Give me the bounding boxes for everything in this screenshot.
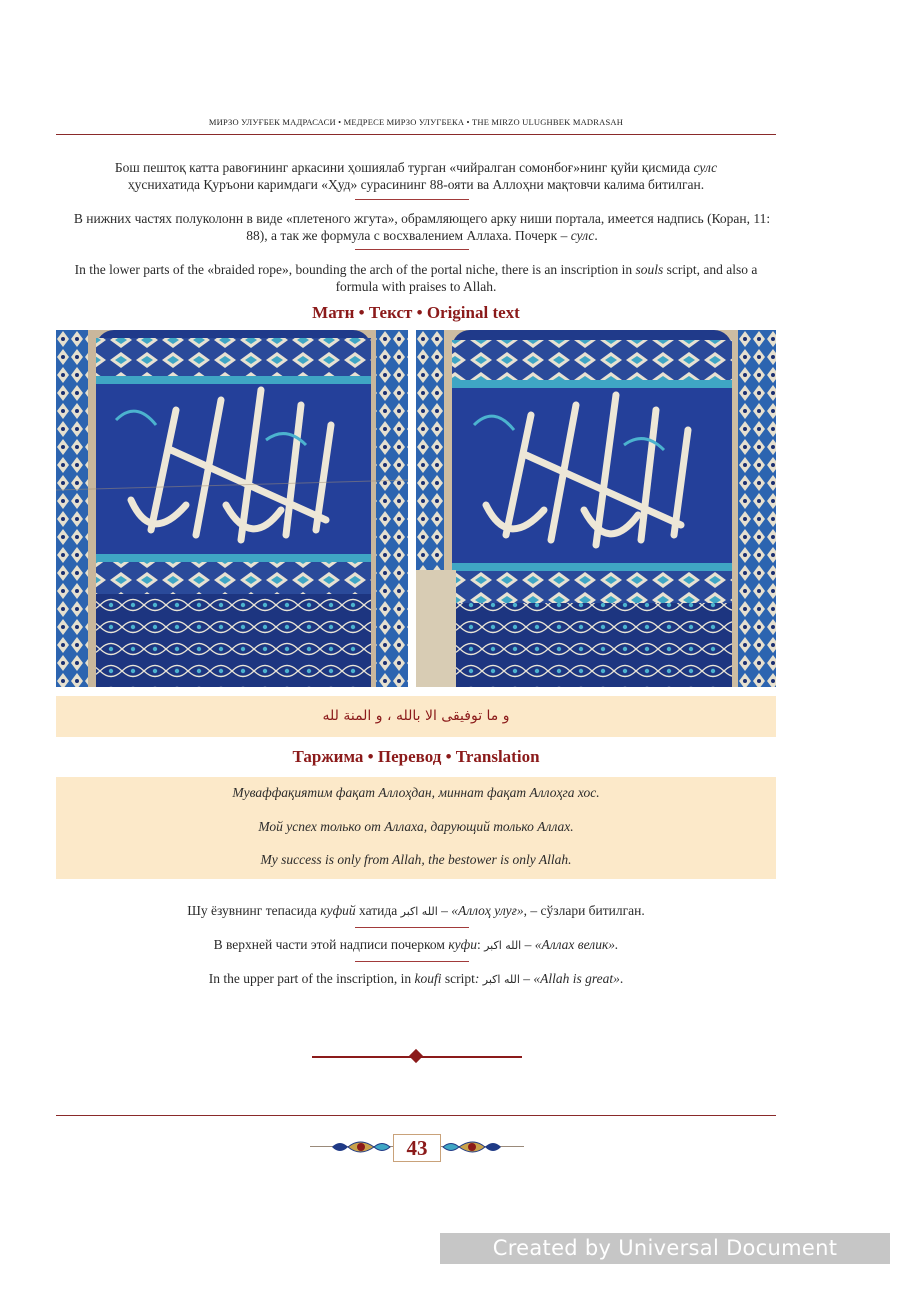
tile-inscription-photo-right [416, 330, 776, 687]
intro-ru-end: . [594, 228, 598, 243]
footer-rule [56, 1115, 776, 1116]
translation-en: My success is only from Allah, the bestower is only Allah. [260, 852, 572, 867]
intro-en-script: souls [635, 262, 664, 277]
original-arabic-box [56, 696, 776, 737]
intro-en-text-b: script, and also a formula with praises to Allah. [335, 262, 758, 294]
translation-box [56, 777, 776, 879]
intro-uz-text-a: Бош пештоқ катта равоғининг аркасини ҳошиялаб турган «чийралган сомонбоғ»нинг қуйи қисмида [114, 160, 691, 175]
kufi-uz-arabic: الله اكبر [400, 905, 438, 918]
separator-rule [355, 199, 469, 200]
kufi-paragraph-ru [56, 937, 776, 953]
kufi-uz-text-a: Шу ёзувнинг тепасида [187, 903, 317, 918]
separator-rule [355, 249, 469, 250]
translation-heading: Таржима • Перевод • Translation [292, 747, 540, 766]
kufi-ru-arabic: الله اكبر [484, 939, 522, 952]
kufi-en-script: koufi [414, 971, 442, 986]
right-floral-ornament-icon [441, 1135, 503, 1159]
header-rule [56, 134, 776, 135]
kufi-en-colon: : [474, 971, 480, 986]
kufi-en-quote: – «Allah is great» [523, 971, 620, 986]
kufi-uz-script: куфий [320, 903, 356, 918]
kufi-en-arabic: الله اكبر [482, 973, 520, 986]
kufi-paragraph-uz [56, 903, 776, 919]
intro-paragraph-ru [66, 210, 778, 244]
kufi-uz-end: , – сўзлари битилган. [523, 903, 645, 918]
kufi-uz-text-b: хатида [359, 903, 398, 918]
original-text-heading: Матн • Текст • Original text [312, 303, 520, 322]
separator-rule [355, 927, 469, 928]
intro-paragraph-uz [56, 159, 776, 193]
intro-ru-script: сулс [570, 228, 595, 243]
converter-watermark: Created by Universal Document Converter [440, 1233, 890, 1264]
tile-inscription-photo-left [56, 330, 408, 687]
translation-uz: Муваффақиятим фақат Аллоҳдан, миннат фақат Аллоҳга хос. [232, 785, 600, 800]
left-floral-ornament-icon [330, 1135, 392, 1159]
kufi-en-end: . [619, 971, 624, 986]
separator-rule [355, 961, 469, 962]
kufi-paragraph-en [56, 971, 776, 987]
page-number: 43 [393, 1134, 441, 1162]
kufi-ru-script: куфи [448, 937, 477, 952]
intro-ru-text: В нижних частях полуколонн в виде «плетеного жгута», обрамляющего арку ниши портала, имеется надпись (Коран, 11: 88), а так же формула с восхвалением Аллаха. Почерк – [73, 211, 771, 243]
intro-en-text-a: In the lower parts of the «braided rope», bounding the arch of the portal niche, there is an inscription in [74, 262, 633, 277]
kufi-ru-text-a: В верхней части этой надписи почерком [213, 937, 445, 952]
kufi-uz-quote: – «Аллоҳ улуғ» [441, 903, 524, 918]
kufi-en-text-b: script [444, 971, 475, 986]
translation-ru: Мой успех только от Аллаха, дарующий только Аллах. [258, 819, 574, 834]
kufi-ru-colon: : [476, 937, 481, 952]
intro-uz-text-b: ҳуснихатида Қуръони каримдаги «Ҳуд» сурасининг 88-ояти ва Аллоҳни мақтовчи калима битилган. [127, 177, 705, 192]
running-header: МИРЗО УЛУҒБЕК МАДРАСАСИ • МЕДРЕСЕ МИРЗО УЛУГБЕКА • THE MIRZO ULUGHBEK MADRASAH [208, 117, 624, 127]
intro-uz-script: сулс [693, 160, 718, 175]
kufi-ru-quote: – «Аллах велик». [524, 937, 619, 952]
original-arabic-text: و ما توفيقى الا بالله ، و المنة لله [322, 708, 510, 724]
intro-paragraph-en [56, 261, 776, 295]
diamond-ornament-icon [409, 1049, 423, 1063]
kufi-en-text-a: In the upper part of the inscription, in [208, 971, 412, 986]
